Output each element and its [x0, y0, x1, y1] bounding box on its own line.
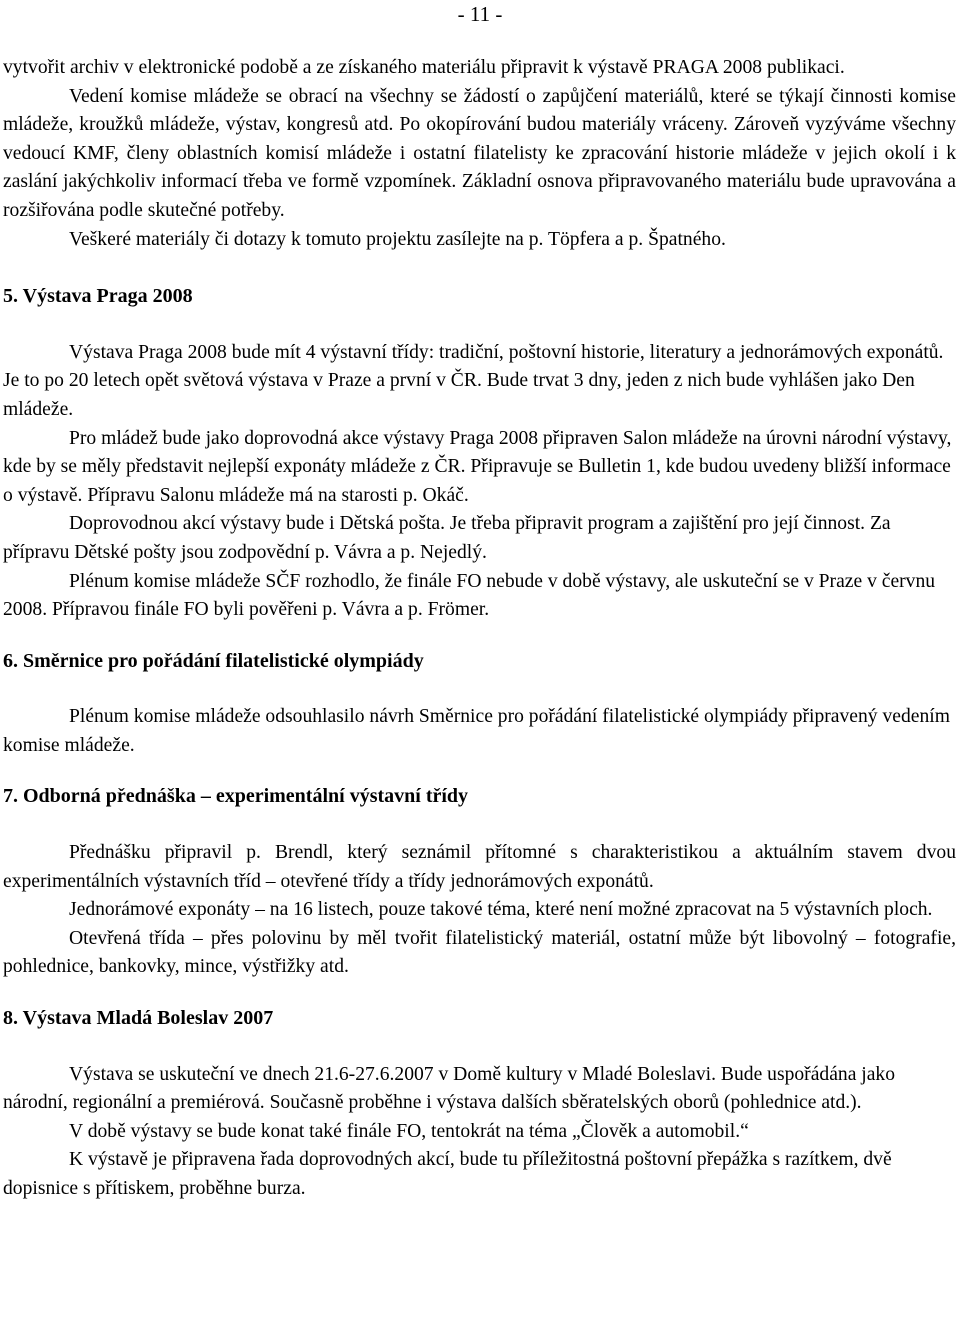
paragraph: Veškeré materiály či dotazy k tomuto projektu zasílejte na p. Töpfera a p. Špatného. — [69, 228, 726, 250]
paragraph: Doprovodnou akcí výstavy bude i Dětská pošta. Je třeba připravit program a zajištění pro její činnost. Za přípravu Dětské pošty jsou zodpovědní p. Vávra a p. Nejedlý. — [3, 513, 891, 563]
paragraph: Vedení komise mládeže se obrací na všechny se žádostí o zapůjčení materiálů, které se týkají činnosti komise mládeže, kroužků mládeže, výstav, kongresů atd. Po okopírování budou materiály vráceny. Zároveň vyzýváme všechny vedoucí KMF, členy oblastních komisí mládeže i ostatní filatelisty ke zpracování historie mládeže v jejich okolí i k zaslání jakýchkoliv informací třeba ve formě vzpomínek. Základní osnova připravovaného materiálu bude upravována a rozšiřována podle skutečné potřeby. — [3, 85, 956, 221]
paragraph: Přednášku připravil p. Brendl, který seznámil přítomné s charakteristikou a aktuálním stavem dvou experimentálních výstavních tříd – otevřené třídy a třídy jednorámových exponátů. — [3, 842, 956, 892]
paragraph: Výstava Praga 2008 bude mít 4 výstavní třídy: tradiční, poštovní historie, literatury a jednorámových exponátů. Je to po 20 letech opět světová výstava v Praze a první v ČR. Bude trvat 3 dny, jeden z nich bude vyhlášen jako Den mládeže. — [3, 341, 944, 420]
section-heading: 6. Směrnice pro pořádání filatelistické olympiády — [3, 649, 424, 672]
section-body — [3, 703, 956, 760]
paragraph: vytvořit archiv v elektronické podobě a ze získaného materiálu připravit k výstavě PRAGA 2008 publikaci. — [3, 57, 845, 78]
paragraph: Otevřená třída – přes polovinu by měl tvořit filatelistický materiál, ostatní může být libovolný – fotografie, pohlednice, bankovky, mince, výstřižky atd. — [3, 927, 956, 978]
paragraph: Plénum komise mládeže SČF rozhodlo, že finále FO nebude v době výstavy, ale uskuteční se v Praze v červnu 2008. Přípravou finále FO byli pověřeni p. Vávra a p. Frömer. — [3, 570, 936, 621]
paragraph: Plénum komise mládeže odsouhlasilo návrh Směrnice pro pořádání filatelistické olympiády připravený vedením komise mládeže. — [3, 706, 950, 756]
paragraph: Pro mládež bude jako doprovodná akce výstavy Praga 2008 připraven Salon mládeže na úrovni národní výstavy, kde by se měly představit nejlepší exponáty mládeže z ČR. Připravuje se Bulletin 1, kde budou uvedeny bližší informace o výstavě. Přípravu Salonu mládeže má na starosti p. Okáč. — [3, 427, 952, 506]
paragraph: Výstava se uskuteční ve dnech 21.6-27.6.2007 v Domě kultury v Mladé Boleslavi. Bude uspořádána jako národní, regionální a premiérová. Současně proběhne i výstava dalších sběratelských oborů (pohlednice atd.). — [3, 1063, 896, 1114]
section-heading: 8. Výstava Mladá Boleslav 2007 — [3, 1007, 274, 1030]
section-heading: 7. Odborná přednáška – experimentální výstavní třídy — [3, 785, 469, 808]
section-body — [3, 1061, 956, 1204]
paragraph: K výstavě je připravena řada doprovodných akcí, bude tu příležitostná poštovní přepážka s razítkem, dvě dopisnice s přítiskem, proběhne burza. — [3, 1149, 892, 1199]
page-number: - 11 - — [457, 2, 503, 26]
document-body — [3, 54, 956, 1204]
paragraph: Jednorámové exponáty – na 16 listech, pouze takové téma, které není možné zpracovat na 5 výstavních ploch. — [69, 899, 933, 921]
intro-block — [3, 54, 956, 254]
section-heading: 5. Výstava Praga 2008 — [3, 285, 193, 308]
paragraph: V době výstavy se bude konat také finále FO, tentokrát na téma „Člověk a automobil.“ — [69, 1120, 749, 1142]
section-body — [3, 839, 956, 982]
section-body — [3, 339, 956, 625]
